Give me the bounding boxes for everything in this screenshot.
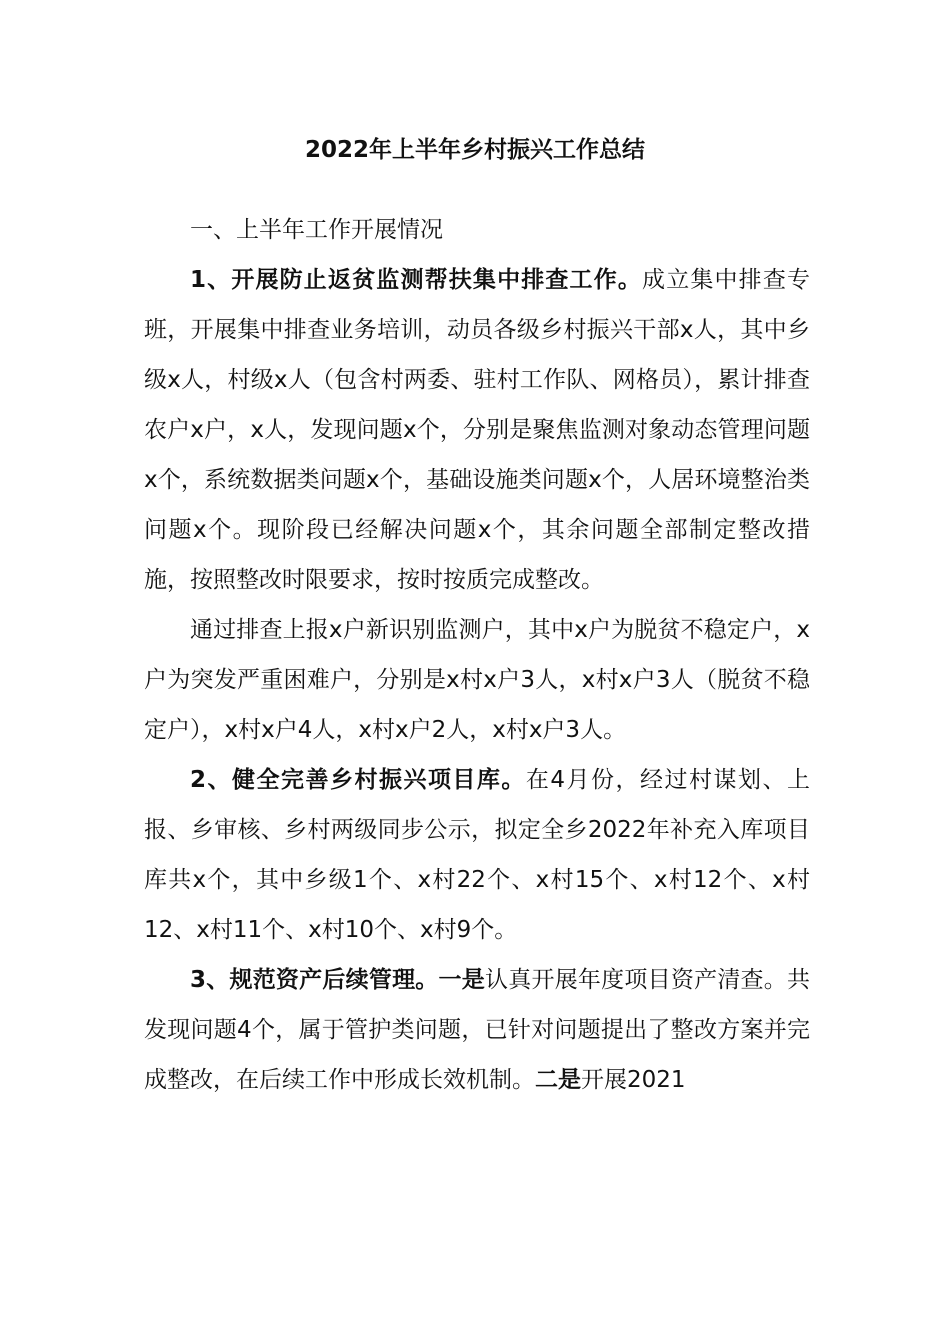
paragraph-1-heading: 1、开展防止返贫监测帮扶集中排查工作。 — [190, 267, 643, 293]
paragraph-3-text: 在4月份，经过村谋划、上报、乡审核、乡村两级同步公示，拟定全乡2022年补充入库项目库共x个，其中乡级1个、x村22个、x村15个、x村12个、x村12、x村11个、x村10个、x村9个。 — [144, 767, 810, 943]
paragraph-2 — [144, 605, 810, 755]
section-heading-text: 一、上半年工作开展情况 — [190, 217, 443, 243]
paragraph-4-heading: 3、规范资产后续管理。 — [190, 967, 439, 993]
paragraph-3-heading: 2、健全完善乡村振兴项目库。 — [190, 767, 526, 793]
paragraph-4 — [144, 955, 810, 1105]
paragraph-1 — [144, 255, 810, 605]
paragraph-3 — [144, 755, 810, 955]
document-title: 2022年上半年乡村振兴工作总结 — [304, 137, 645, 163]
section-heading — [144, 205, 810, 255]
paragraph-1-text: 成立集中排查专班，开展集中排查业务培训，动员各级乡村振兴干部x人，其中乡级x人，村级x人（包含村两委、驻村工作队、网格员），累计排查农户x户，x人，发现问题x个，分别是聚焦监测对象动态管理问题x个，系统数据类问题x个，基础设施类问题x个，人居环境整治类问题x个。现阶段已经解决问题x个，其余问题全部制定整改措施，按照整改时限要求，按时按质完成整改。 — [144, 267, 811, 593]
paragraph-4-point-2-label: 二是 — [535, 1067, 581, 1093]
paragraph-4-point-2-text: 开展2021 — [581, 1067, 686, 1093]
paragraph-4-point-1-label: 一是 — [438, 967, 486, 993]
paragraph-2-text: 通过排查上报x户新识别监测户，其中x户为脱贫不稳定户，x户为突发严重困难户，分别是x村x户3人，x村x户3人（脱贫不稳定户），x村x户4人，x村x户2人，x村x户3人。 — [144, 617, 810, 743]
document-body — [144, 205, 810, 1105]
paragraph-4-point-1-text: 认真开展年度项目资产清查。共发现问题4个，属于管护类问题，已针对问题提出了整改方案并完成整改，在后续工作中形成长效机制。 — [144, 967, 811, 1093]
